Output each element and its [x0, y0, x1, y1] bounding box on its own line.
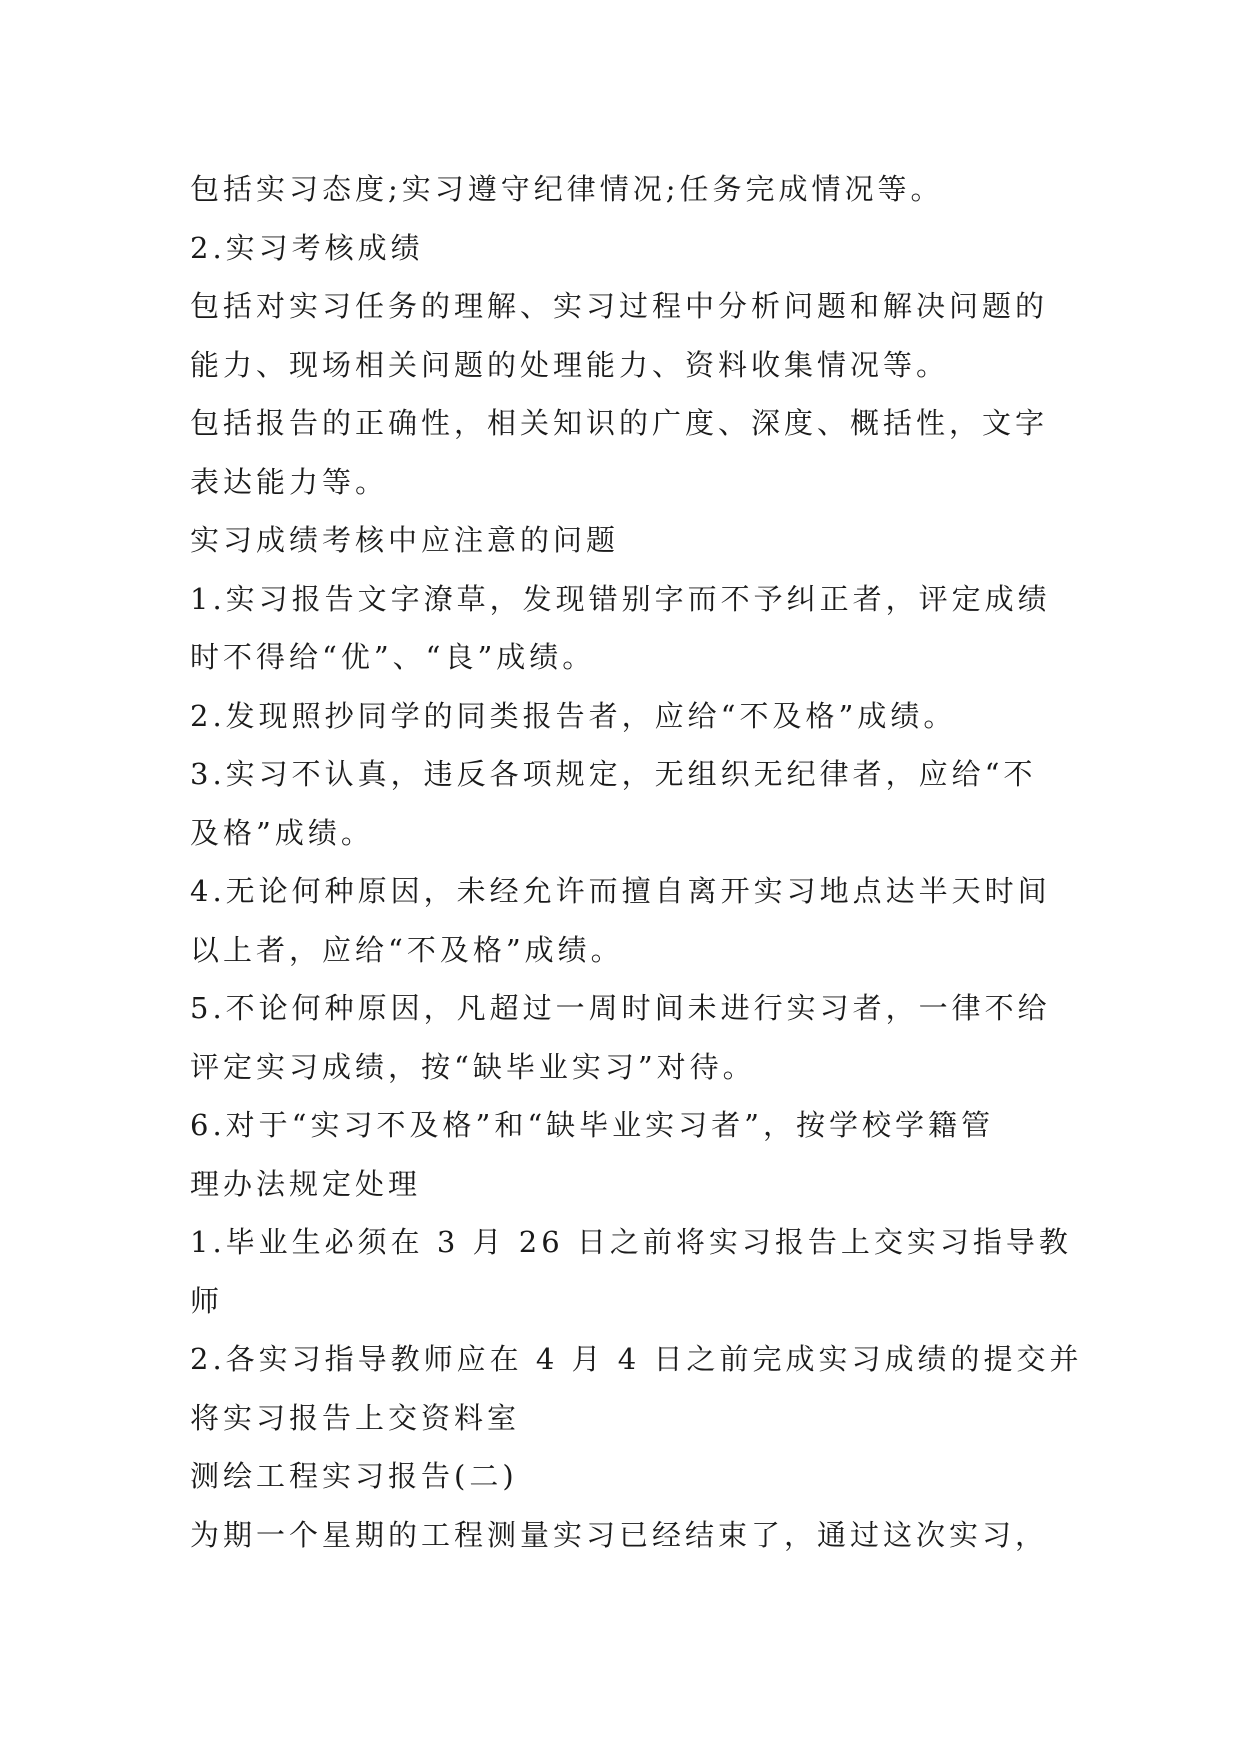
text-line: 以上者，应给“不及格”成绩。: [190, 932, 624, 967]
list-item: 2.发现照抄同学的同类报告者，应给“不及格”成绩。: [190, 698, 957, 733]
text-line: 表达能力等。: [190, 464, 389, 499]
text-line: 为期一个星期的工程测量实习已经结束了，通过这次实习，: [190, 1517, 1049, 1552]
text-line: 理办法规定处理: [190, 1166, 422, 1201]
text-line: 包括报告的正确性，相关知识的广度、深度、概括性，文字: [190, 406, 1049, 440]
text-line: 评定实习成绩，按“缺毕业实习”对待。: [190, 1049, 756, 1084]
text-line: 包括实习态度;实习遵守纪律情况;任务完成情况等。: [190, 172, 944, 206]
text-line: 包括对实习任务的理解、实习过程中分析问题和解决问题的: [190, 289, 1049, 323]
list-item: 6.对于“实习不及格”和“缺毕业实习者”，按学校学籍管: [190, 1108, 994, 1142]
document-body: [190, 160, 1083, 1564]
list-item: 5.不论何种原因，凡超过一周时间未进行实习者，一律不给: [190, 991, 1051, 1025]
section-title: 测绘工程实习报告(二): [190, 1459, 518, 1493]
text-line: 及格”成绩。: [190, 815, 374, 850]
list-item: 1.实习报告文字潦草，发现错别字而不予纠正者，评定成绩: [190, 581, 1051, 616]
text-line: 将实习报告上交资料室: [190, 1400, 521, 1435]
list-item: 1.毕业生必须在 3 月 26 日之前将实习报告上交实习指导教: [190, 1225, 1072, 1259]
text-line: 能力、现场相关问题的处理能力、资料收集情况等。: [190, 347, 950, 382]
list-item: 4.无论何种原因，未经允许而擅自离开实习地点达半天时间: [190, 874, 1051, 908]
section-heading: 2.实习考核成绩: [190, 230, 424, 265]
text-line: 师: [190, 1283, 224, 1318]
section-heading: 实习成绩考核中应注意的问题: [190, 523, 620, 557]
text-line: 时不得给“优”、“良”成绩。: [190, 640, 596, 674]
list-item: 3.实习不认真，违反各项规定，无组织无纪律者，应给“不: [190, 757, 1037, 791]
list-item: 2.各实习指导教师应在 4 月 4 日之前完成实习成绩的提交并: [190, 1342, 1083, 1376]
